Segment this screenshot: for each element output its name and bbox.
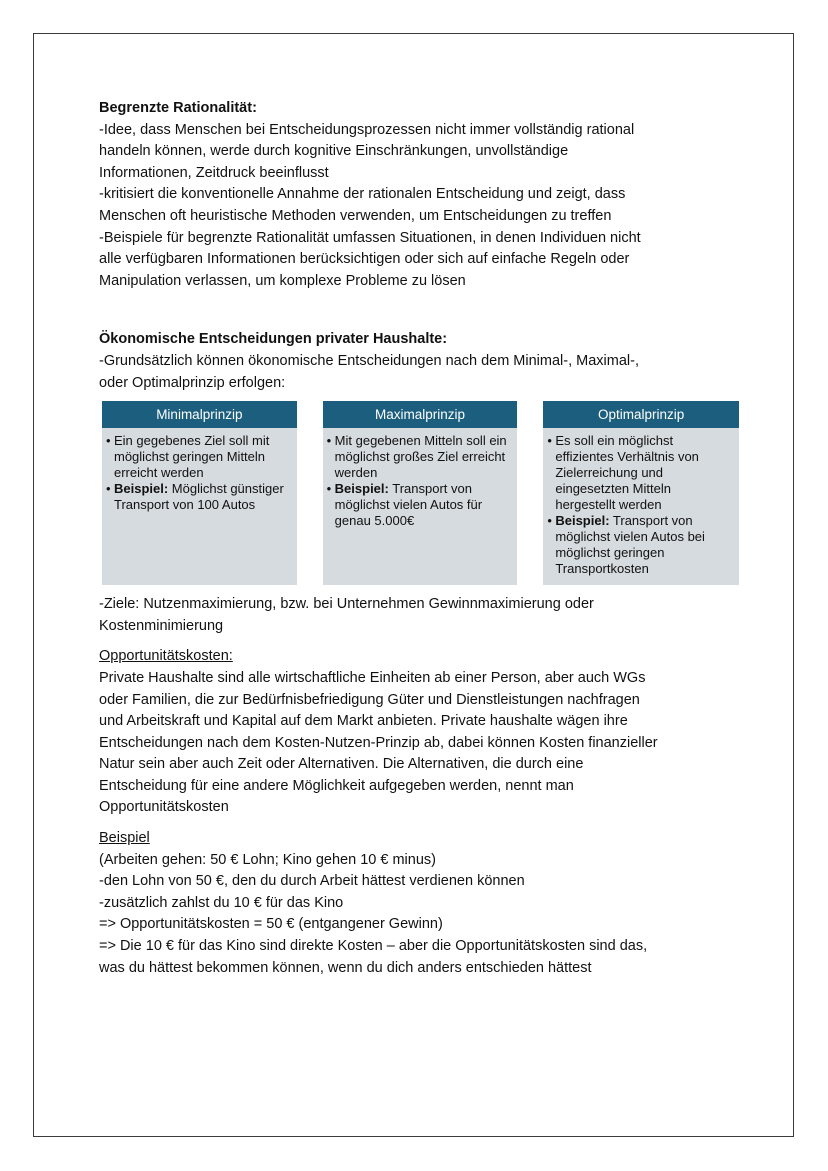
paragraph-line: Private Haushalte sind alle wirtschaftliche Einheiten ab einer Person, aber auch WGs xyxy=(99,669,646,686)
paragraph-line: alle verfügbaren Informationen berücksichtigen oder sich auf einfache Regeln oder xyxy=(99,251,630,268)
paragraph-line: -kritisiert die konventionelle Annahme der rationalen Entscheidung und zeigt, dass xyxy=(99,186,626,203)
heading-oekonomische-entscheidungen: Ökonomische Entscheidungen privater Haushalte: xyxy=(99,331,448,348)
bullet-icon: • xyxy=(106,481,111,497)
heading-beispiel: Beispiel xyxy=(99,830,150,847)
bullet-icon: • xyxy=(547,433,552,449)
bullet-item xyxy=(547,513,733,577)
bullet-item xyxy=(106,433,291,481)
example-text: Transport von möglichst vielen Autos bei möglichst geringen Transportkosten xyxy=(555,513,705,577)
paragraph-line: -Idee, dass Menschen bei Entscheidungsprozessen nicht immer vollständig rational xyxy=(99,121,635,138)
box-body xyxy=(323,428,518,584)
document-content xyxy=(99,98,739,979)
bullet-text: Mit gegebenen Mitteln soll ein möglichst großes Ziel erreicht werden xyxy=(334,433,507,481)
bullet-text: Ein gegebenes Ziel soll mit möglichst geringen Mitteln erreicht werden xyxy=(114,433,270,481)
paragraph-line: Natur sein aber auch Zeit oder Alternativen. Die Alternativen, die durch eine xyxy=(99,756,584,773)
paragraph-line: -Ziele: Nutzenmaximierung, bzw. bei Unternehmen Gewinnmaximierung oder xyxy=(99,596,594,613)
bullet-icon: • xyxy=(326,433,332,449)
paragraph-line: Kostenminimierung xyxy=(99,617,224,634)
paragraph-line: => Opportunitätskosten = 50 € (entgangener Gewinn) xyxy=(99,916,443,933)
paragraph-line: oder Optimalprinzip erfolgen: xyxy=(99,374,286,391)
paragraph-line: -zusätzlich zahlst du 10 € für das Kino xyxy=(99,894,344,911)
bullet-icon: • xyxy=(547,513,552,529)
paragraph-line: -Grundsätzlich können ökonomische Entscheidungen nach dem Minimal-, Maximal-, xyxy=(99,352,639,369)
principles-diagram xyxy=(102,401,739,585)
paragraph-line: Entscheidungen nach dem Kosten-Nutzen-Prinzip ab, dabei können Kosten finanzieller xyxy=(99,734,658,751)
paragraph-line: Entscheidung für eine andere Möglichkeit aufgegeben werden, nennt man xyxy=(99,777,574,794)
box-title: Maximalprinzip xyxy=(323,401,518,428)
bullet-text: Es soll ein möglichst effizientes Verhältnis von Zielerreichung und eingesetzten Mitteln hergestellt werden xyxy=(555,433,699,513)
box-optimalprinzip xyxy=(543,401,739,585)
box-minimalprinzip xyxy=(102,401,297,585)
paragraph-line: Menschen oft heuristische Methoden verwenden, um Entscheidungen zu treffen xyxy=(99,207,612,224)
box-title: Minimalprinzip xyxy=(102,401,297,428)
box-body xyxy=(102,428,297,584)
paragraph-line: handeln können, werde durch kognitive Einschränkungen, unvollständige xyxy=(99,143,569,160)
paragraph-line: => Die 10 € für das Kino sind direkte Kosten – aber die Opportunitätskosten sind das, xyxy=(99,938,648,955)
paragraph-line: Manipulation verlassen, um komplexe Probleme zu lösen xyxy=(99,272,466,289)
example-label: Beispiel: xyxy=(555,513,610,529)
paragraph-line: -Beispiele für begrenzte Rationalität umfassen Situationen, in denen Individuen nicht xyxy=(99,229,641,246)
bullet-item xyxy=(547,433,733,513)
paragraph-line: -den Lohn von 50 €, den du durch Arbeit hättest verdienen können xyxy=(99,873,525,890)
example-text: Transport von möglichst vielen Autos für genau 5.000€ xyxy=(334,481,483,529)
heading-opportunitaetskosten: Opportunitätskosten: xyxy=(99,648,233,665)
example-label: Beispiel: xyxy=(114,481,169,497)
heading-begrenzte-rationalitaet: Begrenzte Rationalität: xyxy=(99,100,257,116)
box-body xyxy=(543,428,739,585)
box-title: Optimalprinzip xyxy=(543,401,739,428)
bullet-item xyxy=(327,433,512,481)
paragraph-line: was du hättest bekommen können, wenn du dich anders entschieden hättest xyxy=(99,959,592,976)
bullet-icon: • xyxy=(106,433,111,449)
paragraph-line: Opportunitätskosten xyxy=(99,799,229,816)
example-label: Beispiel: xyxy=(334,481,389,497)
paragraph-line: und Arbeitskraft und Kapital auf dem Markt anbieten. Private haushalte wägen ihre xyxy=(99,713,628,730)
paragraph-line: (Arbeiten gehen: 50 € Lohn; Kino gehen 10 € minus) xyxy=(99,851,436,868)
bullet-item xyxy=(106,481,291,513)
box-maximalprinzip xyxy=(323,401,518,585)
bullet-item xyxy=(327,481,512,529)
bullet-icon: • xyxy=(326,481,332,497)
paragraph-line: oder Familien, die zur Bedürfnisbefriedigung Güter und Dienstleistungen nachfragen xyxy=(99,691,640,708)
paragraph-line: Informationen, Zeitdruck beeinflusst xyxy=(99,164,329,181)
example-text: Möglichst günstiger Transport von 100 Autos xyxy=(114,481,284,513)
